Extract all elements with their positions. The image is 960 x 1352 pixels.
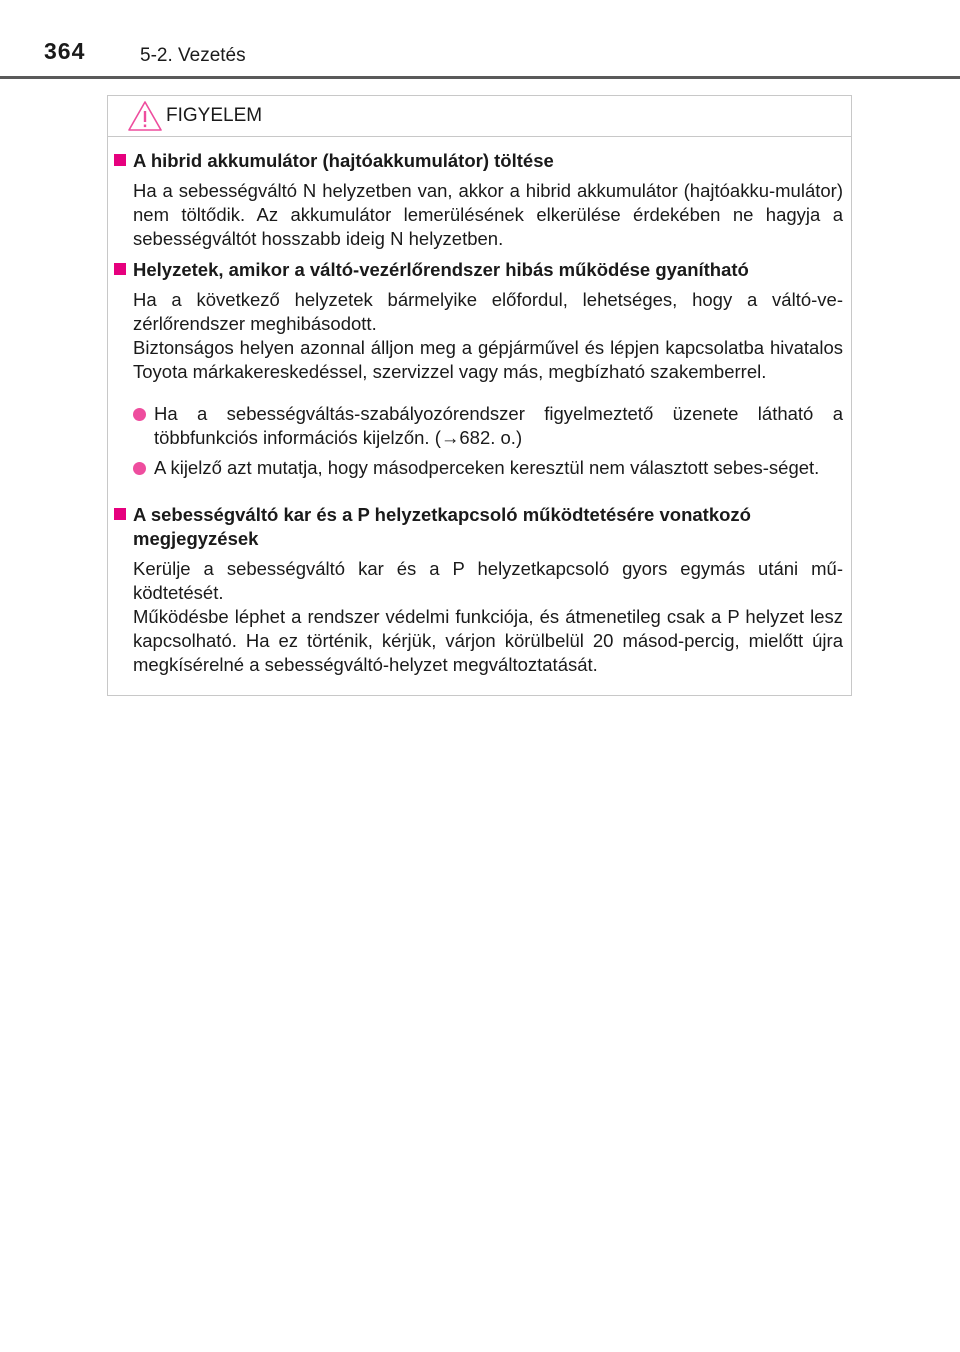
list-item xyxy=(133,456,843,480)
section-title: 5-2. Vezetés xyxy=(140,45,246,66)
page-number: 364 xyxy=(44,38,86,64)
list-item-text: A kijelző azt mutatja, hogy másodperceken keresztül nem választott sebes-séget. xyxy=(154,457,820,478)
paragraph: Működésbe léphet a rendszer védelmi funkciója, és átmenetileg csak a P helyzet lesz kapcsolható. Ha ez történik, kérjük, várjon körülbelül 20 másod-percig, mielőtt újra megkísérelné a sebességváltó-helyzet megváltoztatását. xyxy=(133,606,843,675)
circle-bullet-icon xyxy=(133,462,146,475)
warning-title: FIGYELEM xyxy=(166,105,263,126)
section-heading-malfunction xyxy=(114,258,847,282)
list-item-text: Ha a sebességváltás-szabályozórendszer figyelmeztető üzenete látható a többfunkciós információs kijelzőn. (→682. o.) xyxy=(154,403,843,448)
warning-header xyxy=(108,96,851,137)
paragraph: Ha a következő helyzetek bármelyike előfordul, lehetséges, hogy a váltó-ve-zérlőrendszer meghibásodott. xyxy=(133,289,843,334)
paragraph: Kerülje a sebességváltó kar és a P helyzetkapcsoló gyors egymás utáni mű-ködtetését. xyxy=(133,558,843,603)
heading-text: A sebességváltó kar és a P helyzetkapcsoló működtetésére vonatkozó megjegyzések xyxy=(133,504,751,549)
square-bullet-icon xyxy=(114,154,126,166)
square-bullet-icon xyxy=(114,263,126,275)
circle-bullet-icon xyxy=(133,408,146,421)
heading-text: A hibrid akkumulátor (hajtóakkumulátor) töltése xyxy=(133,150,554,171)
heading-text: Helyzetek, amikor a váltó-vezérlőrendszer hibás működése gyanítható xyxy=(133,259,749,280)
section-heading-hybrid-battery xyxy=(114,149,847,173)
list-item xyxy=(133,402,843,450)
header-divider xyxy=(0,76,960,79)
warning-triangle-icon xyxy=(127,100,163,132)
square-bullet-icon xyxy=(114,508,126,520)
warning-box xyxy=(107,95,852,696)
paragraph: Ha a sebességváltó N helyzetben van, akkor a hibrid akkumulátor (hajtóakku-mulátor) nem töltődik. Az akkumulátor lemerülésének elkerülése érdekében ne hagyja a sebességváltót hosszabb ideig N helyzetben. xyxy=(133,180,843,249)
paragraph: Biztonságos helyen azonnal álljon meg a gépjárművel és lépjen kapcsolatba hivatalos Toyota márkakereskedéssel, szervizzel vagy más, megbízható szakemberrel. xyxy=(133,337,843,382)
section-heading-shift-lever-notes xyxy=(114,503,847,551)
